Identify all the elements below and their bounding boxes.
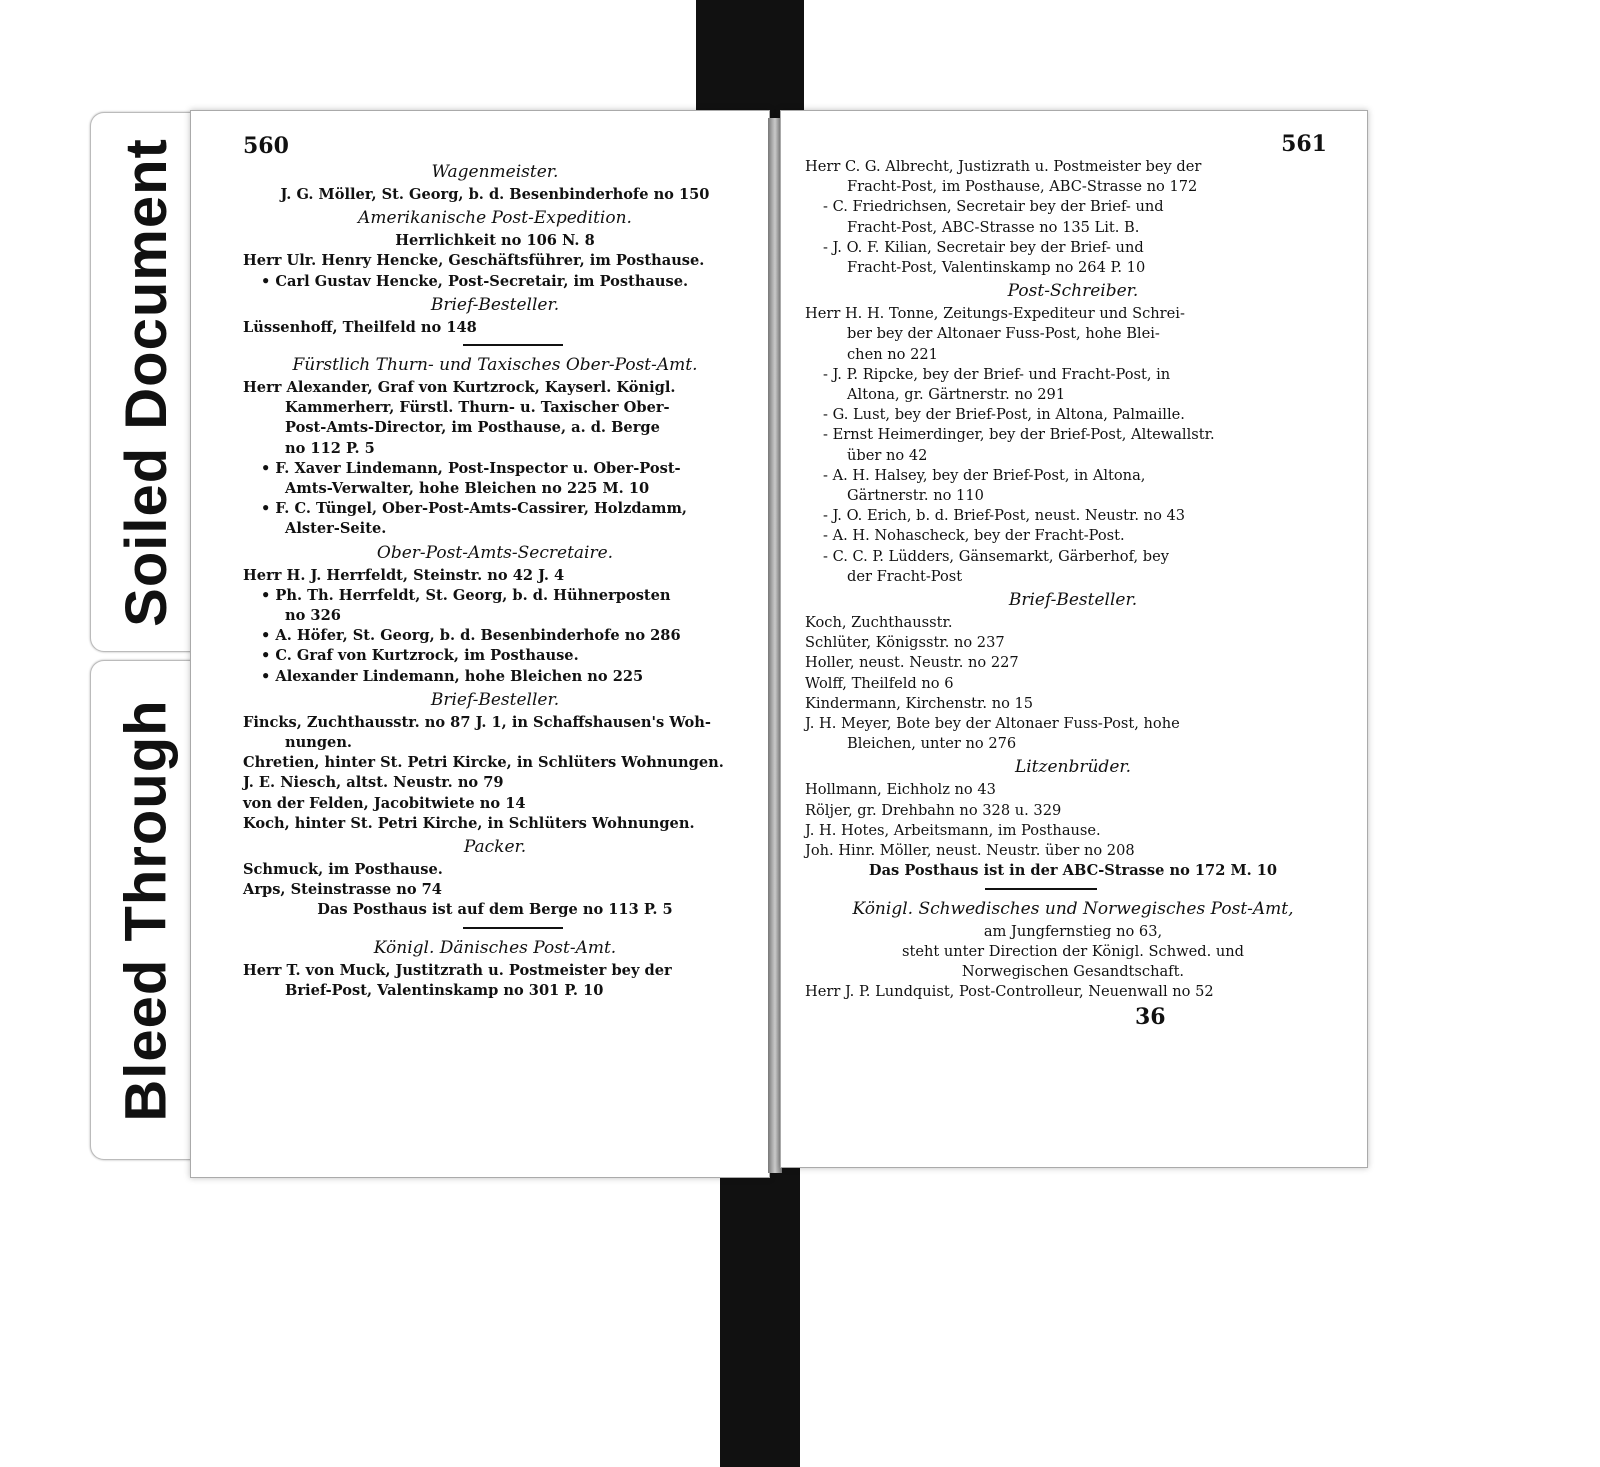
text-line: Brief-Post, Valentinskamp no 301 P. 10	[285, 981, 604, 999]
soiled-document-tab	[90, 112, 201, 652]
text-line: Alster-Seite.	[285, 520, 387, 538]
text-line: Joh. Hinr. Möller, neust. Neustr. über no 208	[805, 842, 1135, 860]
bleed-through-label: Bleed Through	[113, 698, 179, 1122]
left-page	[190, 110, 770, 1178]
text-line: Herr H. H. Tonne, Zeitungs-Expediteur und Schrei-	[805, 305, 1185, 323]
section-heading: Brief-Besteller.	[1008, 590, 1138, 611]
text-line: Koch, hinter St. Petri Kirche, in Schlüters Wohnungen.	[243, 814, 695, 832]
section-heading: Königl. Dänisches Post-Amt.	[373, 937, 617, 958]
text-line: • C. Graf von Kurtzrock, im Posthause.	[261, 647, 579, 665]
text-line: Lüssenhoff, Theilfeld no 148	[243, 318, 477, 336]
text-line: Kindermann, Kirchenstr. no 15	[805, 694, 1034, 712]
right-page-text	[805, 157, 1341, 1002]
text-line: chen no 221	[847, 345, 938, 363]
text-line: - C. Friedrichsen, Secretair bey der Brief- und	[823, 198, 1164, 216]
text-line: Schlüter, Königsstr. no 237	[805, 634, 1005, 652]
text-line: - J. P. Ripcke, bey der Brief- und Fracht-Post, in	[823, 365, 1171, 383]
text-line: Fracht-Post, ABC-Strasse no 135 Lit. B.	[847, 218, 1140, 236]
section-rule	[463, 927, 563, 929]
text-line: Norwegischen Gesandtschaft.	[961, 962, 1185, 980]
text-line: Herr Alexander, Graf von Kurtzrock, Kayserl. Königl.	[243, 379, 676, 397]
section-rule	[463, 344, 563, 346]
left-page-text	[243, 159, 747, 1001]
text-line: Herr T. von Muck, Justitzrath u. Postmeister bey der	[243, 961, 672, 979]
text-line: J. H. Meyer, Bote bey der Altonaer Fuss-Post, hohe	[805, 715, 1180, 733]
text-line: von der Felden, Jacobitwiete no 14	[243, 794, 526, 812]
section-heading: Wagenmeister.	[431, 162, 559, 182]
section-heading: Fürstlich Thurn- und Taxisches Ober-Post-Amt.	[292, 355, 698, 376]
text-line: - A. H. Nohascheck, bey der Fracht-Post.	[823, 527, 1125, 545]
text-line: nungen.	[285, 734, 353, 752]
text-line: no 326	[285, 607, 341, 625]
section-heading: Königl. Schwedisches und Norwegisches Post-Amt,	[852, 898, 1294, 919]
text-line: Das Posthaus ist auf dem Berge no 113 P. 5	[317, 901, 673, 919]
text-line: Herrlichkeit no 106 N. 8	[395, 232, 595, 250]
text-line: ber bey der Altonaer Fuss-Post, hohe Blei-	[847, 325, 1160, 343]
page-number: 560	[243, 133, 289, 159]
scanner-clip-bottom	[720, 1160, 800, 1467]
text-line: • F. C. Tüngel, Ober-Post-Amts-Cassirer, Holzdamm,	[261, 500, 687, 518]
text-line: Herr J. P. Lundquist, Post-Controlleur, Neuenwall no 52	[805, 983, 1214, 1001]
text-line: Röljer, gr. Drehbahn no 328 u. 329	[805, 801, 1062, 819]
text-line: Amts-Verwalter, hohe Bleichen no 225 M. 10	[285, 480, 650, 498]
text-line: Post-Amts-Director, im Posthause, a. d. Berge	[285, 419, 660, 437]
text-line: Gärtnerstr. no 110	[847, 487, 984, 505]
text-line: Schmuck, im Posthause.	[243, 861, 443, 879]
text-line: Fincks, Zuchthausstr. no 87 J. 1, in Schaffshausen's Woh-	[243, 713, 711, 731]
text-line: Fracht-Post, im Posthause, ABC-Strasse no 172	[847, 178, 1198, 196]
section-heading: Post-Schreiber.	[1007, 281, 1139, 302]
page-number: 561	[1281, 131, 1327, 157]
text-line: Herr Ulr. Henry Hencke, Geschäftsführer, im Posthause.	[243, 252, 705, 270]
section-heading: Brief-Besteller.	[430, 689, 560, 710]
text-line: Holler, neust. Neustr. no 227	[805, 654, 1019, 672]
section-heading: Brief-Besteller.	[430, 294, 560, 315]
text-line: - G. Lust, bey der Brief-Post, in Altona, Palmaille.	[823, 406, 1185, 424]
section-rule	[985, 888, 1097, 890]
text-line: Fracht-Post, Valentinskamp no 264 P. 10	[847, 259, 1146, 277]
soiled-document-label: Soiled Document	[113, 137, 179, 627]
text-line: • Alexander Lindemann, hohe Bleichen no 225	[261, 667, 644, 685]
text-line: J. H. Hotes, Arbeitsmann, im Posthause.	[805, 821, 1101, 839]
text-line: Herr C. G. Albrecht, Justizrath u. Postmeister bey der	[805, 158, 1202, 175]
text-line: Arps, Steinstrasse no 74	[243, 881, 442, 899]
text-line: am Jungfernstieg no 63,	[983, 922, 1163, 940]
text-line: Das Posthaus ist in der ABC-Strasse no 172 M. 10	[868, 862, 1278, 880]
text-line: • Carl Gustav Hencke, Post-Secretair, im Posthause.	[261, 272, 689, 290]
text-line: Bleichen, unter no 276	[847, 735, 1017, 753]
text-line: Altona, gr. Gärtnerstr. no 291	[847, 386, 1066, 404]
text-line: - A. H. Halsey, bey der Brief-Post, in Altona,	[823, 466, 1146, 484]
section-heading: Litzenbrüder.	[1014, 757, 1132, 778]
section-heading: Ober-Post-Amts-Secretaire.	[376, 542, 614, 563]
text-line: Wolff, Theilfeld no 6	[805, 674, 954, 692]
text-line: • F. Xaver Lindemann, Post-Inspector u. Ober-Post-	[261, 459, 681, 477]
text-line: Hollmann, Eichholz no 43	[805, 781, 996, 799]
section-heading: Amerikanische Post-Expedition.	[358, 208, 632, 229]
text-line: • Ph. Th. Herrfeldt, St. Georg, b. d. Hühnerposten	[261, 586, 671, 604]
text-line: Koch, Zuchthausstr.	[805, 614, 953, 632]
text-line: Herr H. J. Herrfeldt, Steinstr. no 42 J. 4	[243, 566, 565, 584]
text-line: • A. Höfer, St. Georg, b. d. Besenbinderhofe no 286	[261, 627, 681, 645]
bleed-through-tab	[90, 660, 201, 1160]
text-line: - Ernst Heimerdinger, bey der Brief-Post, Altewallstr.	[823, 426, 1215, 444]
signature-mark: 36	[1135, 1004, 1166, 1031]
text-line: Chretien, hinter St. Petri Kircke, in Schlüters Wohnungen.	[243, 754, 724, 772]
text-line: - J. O. Erich, b. d. Brief-Post, neust. Neustr. no 43	[823, 507, 1186, 525]
text-line: der Fracht-Post	[847, 567, 963, 585]
text-line: J. E. Niesch, altst. Neustr. no 79	[243, 774, 504, 792]
text-line: - C. C. P. Lüdders, Gänsemarkt, Gärberhof, bey	[823, 547, 1169, 565]
section-heading: Packer.	[463, 837, 527, 858]
text-line: - J. O. F. Kilian, Secretair bey der Brief- und	[823, 238, 1144, 256]
scanner-clip-top	[696, 0, 804, 118]
text-line: steht unter Direction der Königl. Schwed. und	[901, 942, 1245, 960]
text-line: J. G. Möller, St. Georg, b. d. Besenbinderhofe no 150	[280, 186, 710, 203]
text-line: no 112 P. 5	[285, 439, 375, 457]
text-line: über no 42	[847, 446, 928, 464]
text-line: Kammerherr, Fürstl. Thurn- u. Taxischer Ober-	[285, 399, 670, 417]
right-page	[780, 110, 1368, 1168]
